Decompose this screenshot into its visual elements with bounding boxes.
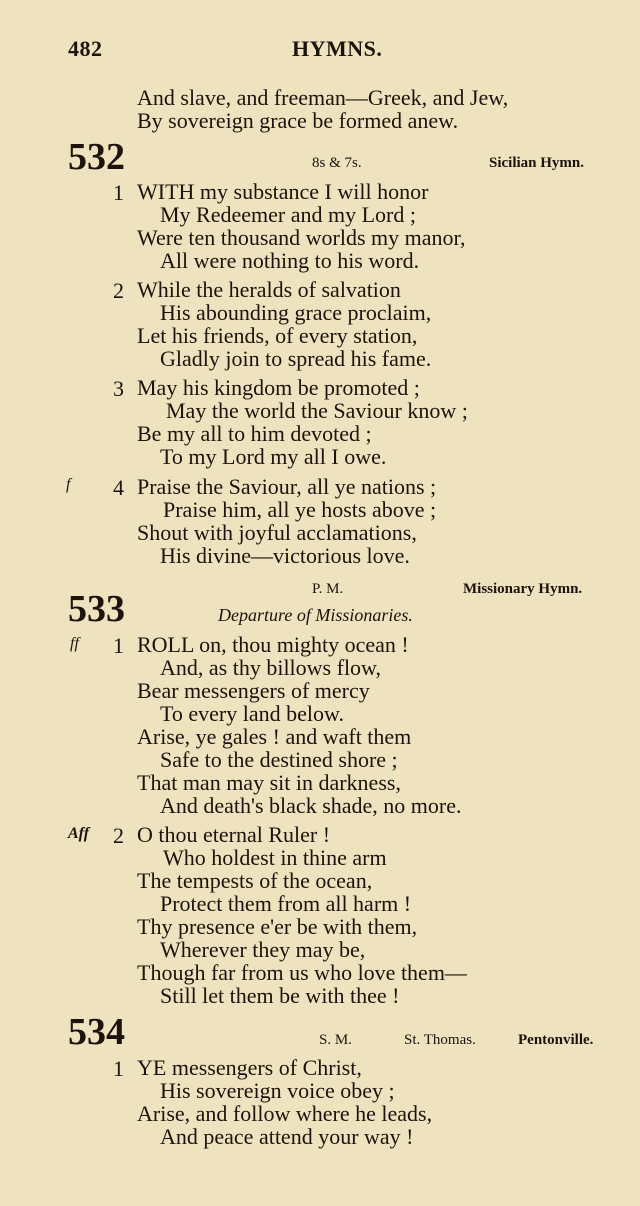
hymn-line: His sovereign voice obey ; bbox=[160, 1078, 395, 1103]
hymn-number: 534 bbox=[68, 1011, 125, 1053]
hymn-tune-alt: Pentonville. bbox=[518, 1032, 594, 1048]
hymn-line: ROLL on, thou mighty ocean ! bbox=[137, 632, 409, 657]
hymn-tune: St. Thomas. bbox=[404, 1032, 476, 1048]
running-title: HYMNS. bbox=[292, 36, 383, 61]
stanza-number: 2 bbox=[113, 823, 124, 848]
hymn-line: Arise, ye gales ! and waft them bbox=[137, 724, 412, 749]
stanza-number: 1 bbox=[113, 633, 124, 658]
hymn-line: WITH my substance I will honor bbox=[137, 179, 429, 204]
hymn-line: Bear messengers of mercy bbox=[137, 678, 370, 703]
hymn-line: Safe to the destined shore ; bbox=[160, 747, 398, 772]
hymn-number: 533 bbox=[68, 588, 125, 630]
hymn-line: Be my all to him devoted ; bbox=[137, 421, 372, 446]
stanza-number: 1 bbox=[113, 1056, 124, 1081]
stanza-number: 4 bbox=[113, 475, 124, 500]
hymn-line: While the heralds of salvation bbox=[137, 277, 401, 302]
hymn-line: Wherever they may be, bbox=[160, 937, 366, 962]
hymn-line: Praise him, all ye hosts above ; bbox=[163, 497, 437, 522]
hymn-line: Who holdest in thine arm bbox=[163, 845, 387, 870]
hymn-line: That man may sit in darkness, bbox=[137, 770, 401, 795]
hymn-line: Gladly join to spread his fame. bbox=[160, 346, 432, 371]
hymn-line: To my Lord my all I owe. bbox=[160, 444, 387, 469]
hymn-line: May his kingdom be promoted ; bbox=[137, 375, 420, 400]
stanza-number: 2 bbox=[113, 278, 124, 303]
stanza-number: 3 bbox=[113, 376, 124, 401]
dynamic-mark: Aff bbox=[68, 825, 90, 842]
carryover-line: And slave, and freeman—Greek, and Jew, bbox=[137, 85, 509, 110]
hymn-line: YE messengers of Christ, bbox=[137, 1055, 362, 1080]
hymn-line: And, as thy billows flow, bbox=[160, 655, 382, 680]
hymn-tune: Missionary Hymn. bbox=[463, 581, 583, 597]
hymn-line: O thou eternal Ruler ! bbox=[137, 822, 331, 847]
hymn-number: 532 bbox=[68, 136, 125, 178]
carryover-line: By sovereign grace be formed anew. bbox=[137, 108, 459, 133]
hymn-line: All were nothing to his word. bbox=[160, 248, 420, 273]
page-number: 482 bbox=[68, 36, 103, 61]
hymn-line: His abounding grace proclaim, bbox=[160, 300, 432, 325]
hymn-line: To every land below. bbox=[160, 701, 344, 726]
hymn-tune: Sicilian Hymn. bbox=[489, 155, 585, 171]
hymn-line: Protect them from all harm ! bbox=[160, 891, 412, 916]
hymn-line: And death's black shade, no more. bbox=[160, 793, 462, 818]
hymn-occasion: Departure of Missionaries. bbox=[218, 605, 413, 625]
hymn-line: Thy presence e'er be with them, bbox=[137, 914, 418, 939]
hymn-line: Praise the Saviour, all ye nations ; bbox=[137, 474, 437, 499]
hymn-meter: P. M. bbox=[312, 581, 344, 597]
hymn-line: His divine—victorious love. bbox=[160, 543, 410, 568]
dynamic-mark: ff bbox=[70, 635, 79, 652]
hymn-line: Were ten thousand worlds my manor, bbox=[137, 225, 466, 250]
hymn-meter: S. M. bbox=[319, 1032, 352, 1048]
hymn-line: Shout with joyful acclamations, bbox=[137, 520, 417, 545]
hymn-line: The tempests of the ocean, bbox=[137, 868, 373, 893]
hymn-line: Though far from us who love them— bbox=[137, 960, 467, 985]
hymn-line: Arise, and follow where he leads, bbox=[137, 1101, 433, 1126]
hymn-line: Still let them be with thee ! bbox=[160, 983, 400, 1008]
stanza-number: 1 bbox=[113, 180, 124, 205]
dynamic-mark: f bbox=[66, 476, 71, 493]
hymn-line: Let his friends, of every station, bbox=[137, 323, 418, 348]
hymn-line: And peace attend your way ! bbox=[160, 1124, 414, 1149]
hymn-meter: 8s & 7s. bbox=[312, 155, 362, 171]
hymn-line: May the world the Saviour know ; bbox=[166, 398, 468, 423]
hymn-line: My Redeemer and my Lord ; bbox=[160, 202, 416, 227]
